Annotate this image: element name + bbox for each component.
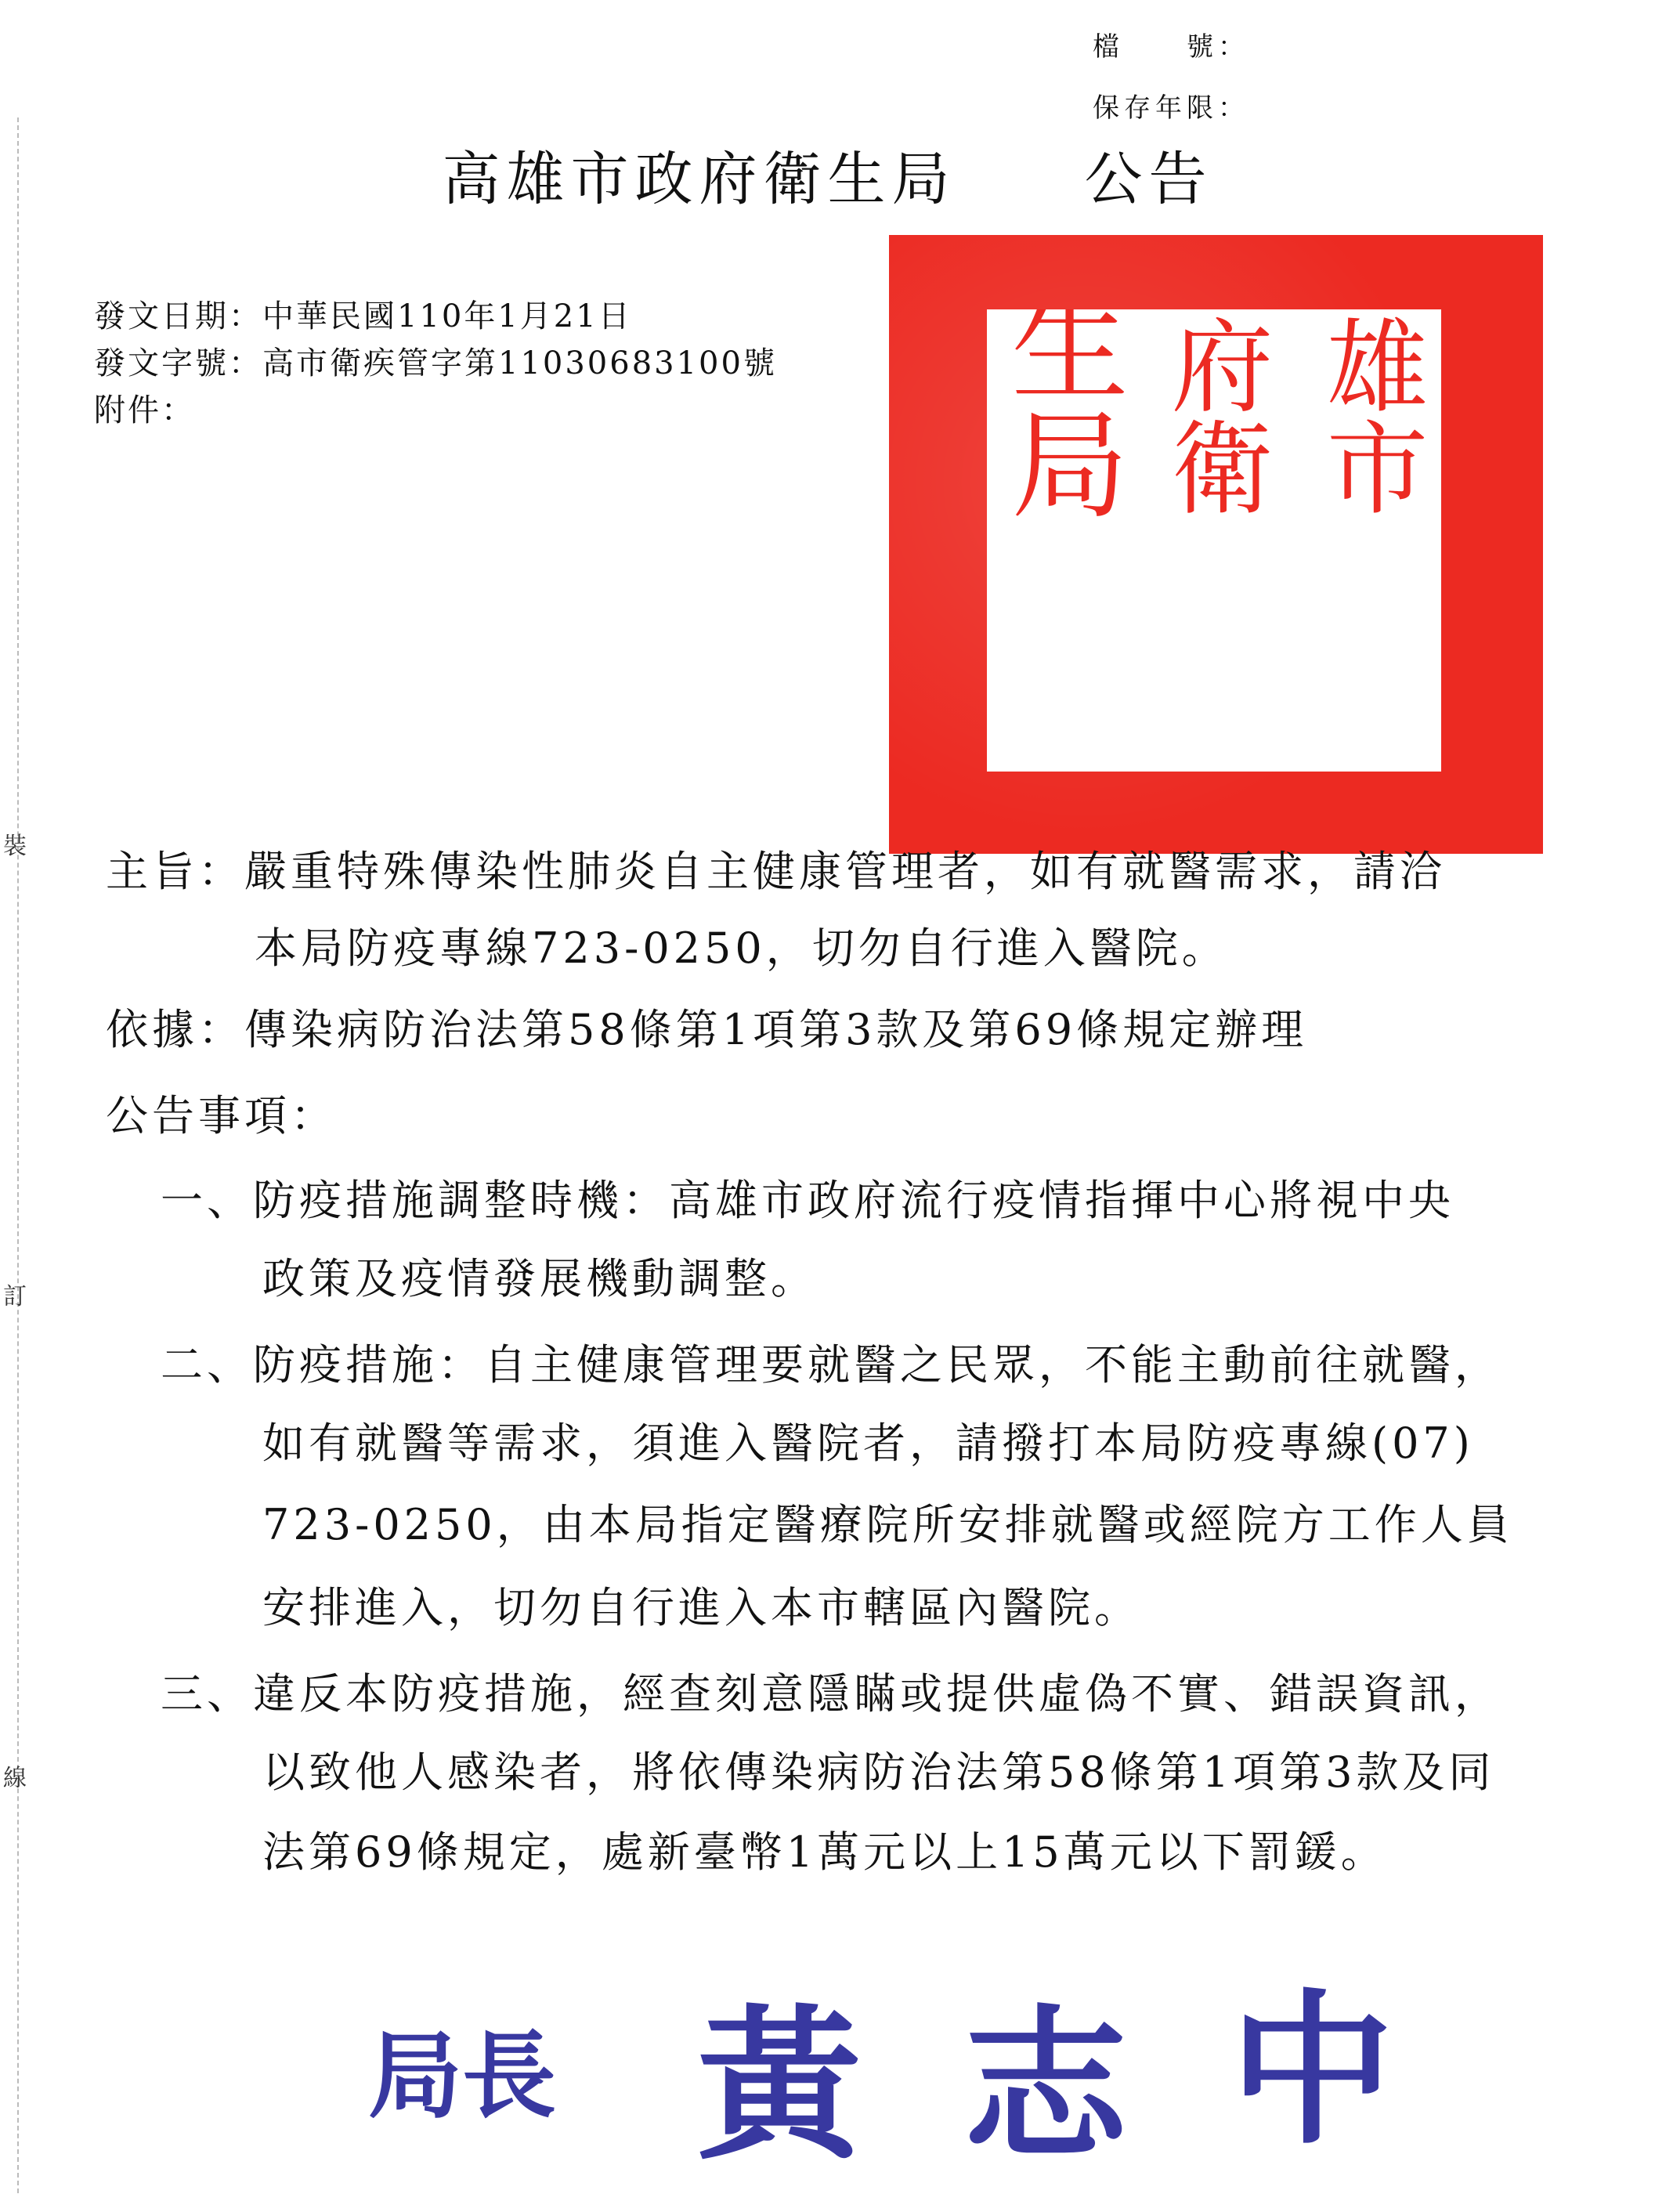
- item-2-line-3: 723-0250，由本局指定醫療院所安排就醫或經院方工作人員: [262, 1500, 1513, 1549]
- item-2-line-2: 如有就醫等需求，須進入醫院者，請撥打本局防疫專線(07): [262, 1419, 1474, 1468]
- retention-period-label: 保存年限：: [1093, 92, 1249, 124]
- binding-mark-zhuang: 裝: [3, 833, 27, 860]
- item-2-line-4: 安排進入，切勿自行進入本市轄區內醫院。: [262, 1583, 1140, 1632]
- item-1-line-1: 一、防疫措施調整時機：高雄市政府流行疫情指揮中心將視中央: [161, 1176, 1454, 1225]
- basis-line: 依據：傳染病防治法第58條第1項第3款及第69條規定辦理: [106, 1005, 1308, 1054]
- issue-date: 發文日期：中華民國110年1月21日: [94, 298, 632, 334]
- document-title: 高雄市政府衛生局 公告: [442, 146, 1213, 213]
- item-1-line-2: 政策及疫情發展機動調整。: [262, 1254, 817, 1303]
- signature-title-director: 局長: [368, 2021, 556, 2131]
- file-number-label: 檔 號：: [1093, 31, 1249, 63]
- attachment-label: 附件：: [94, 392, 195, 428]
- official-seal: [889, 235, 1543, 854]
- seal-characters: [987, 309, 1441, 772]
- signature-name-char-1: 黃: [697, 1989, 862, 2182]
- binding-mark-xian: 線: [3, 1765, 27, 1792]
- binding-mark-ding: 訂: [3, 1283, 27, 1310]
- subject-line-2: 本局防疫專線723-0250，切勿自行進入醫院。: [255, 923, 1228, 973]
- notice-items-heading: 公告事項：: [106, 1091, 337, 1140]
- seal-inner-field: [987, 309, 1441, 772]
- signature-name-char-2: 志: [963, 1989, 1129, 2182]
- item-2-line-1: 二、防疫措施：自主健康管理要就醫之民眾，不能主動前往就醫，: [161, 1340, 1501, 1390]
- subject-line-1: 主旨：嚴重特殊傳染性肺炎自主健康管理者，如有就醫需求，請洽: [106, 847, 1446, 896]
- signature-name-char-3: 中: [1230, 1973, 1395, 2167]
- issue-number: 發文字號：高市衛疾管字第11030683100號: [94, 345, 777, 381]
- seal-column-3: 生局: [991, 309, 1127, 521]
- item-3-line-2: 以致他人感染者，將依傳染病防治法第58條第1項第3款及同: [262, 1748, 1495, 1797]
- item-3-line-3: 法第69條規定，處新臺幣1萬元以上15萬元以下罰鍰。: [262, 1827, 1387, 1877]
- item-3-line-1: 三、違反本防疫措施，經查刻意隱瞞或提供虛偽不實、錯誤資訊，: [161, 1669, 1501, 1719]
- seal-column-1: 高雄市: [1310, 309, 1429, 517]
- seal-column-2: 政府衛: [1155, 309, 1274, 517]
- binding-dashed-line: [17, 117, 19, 2193]
